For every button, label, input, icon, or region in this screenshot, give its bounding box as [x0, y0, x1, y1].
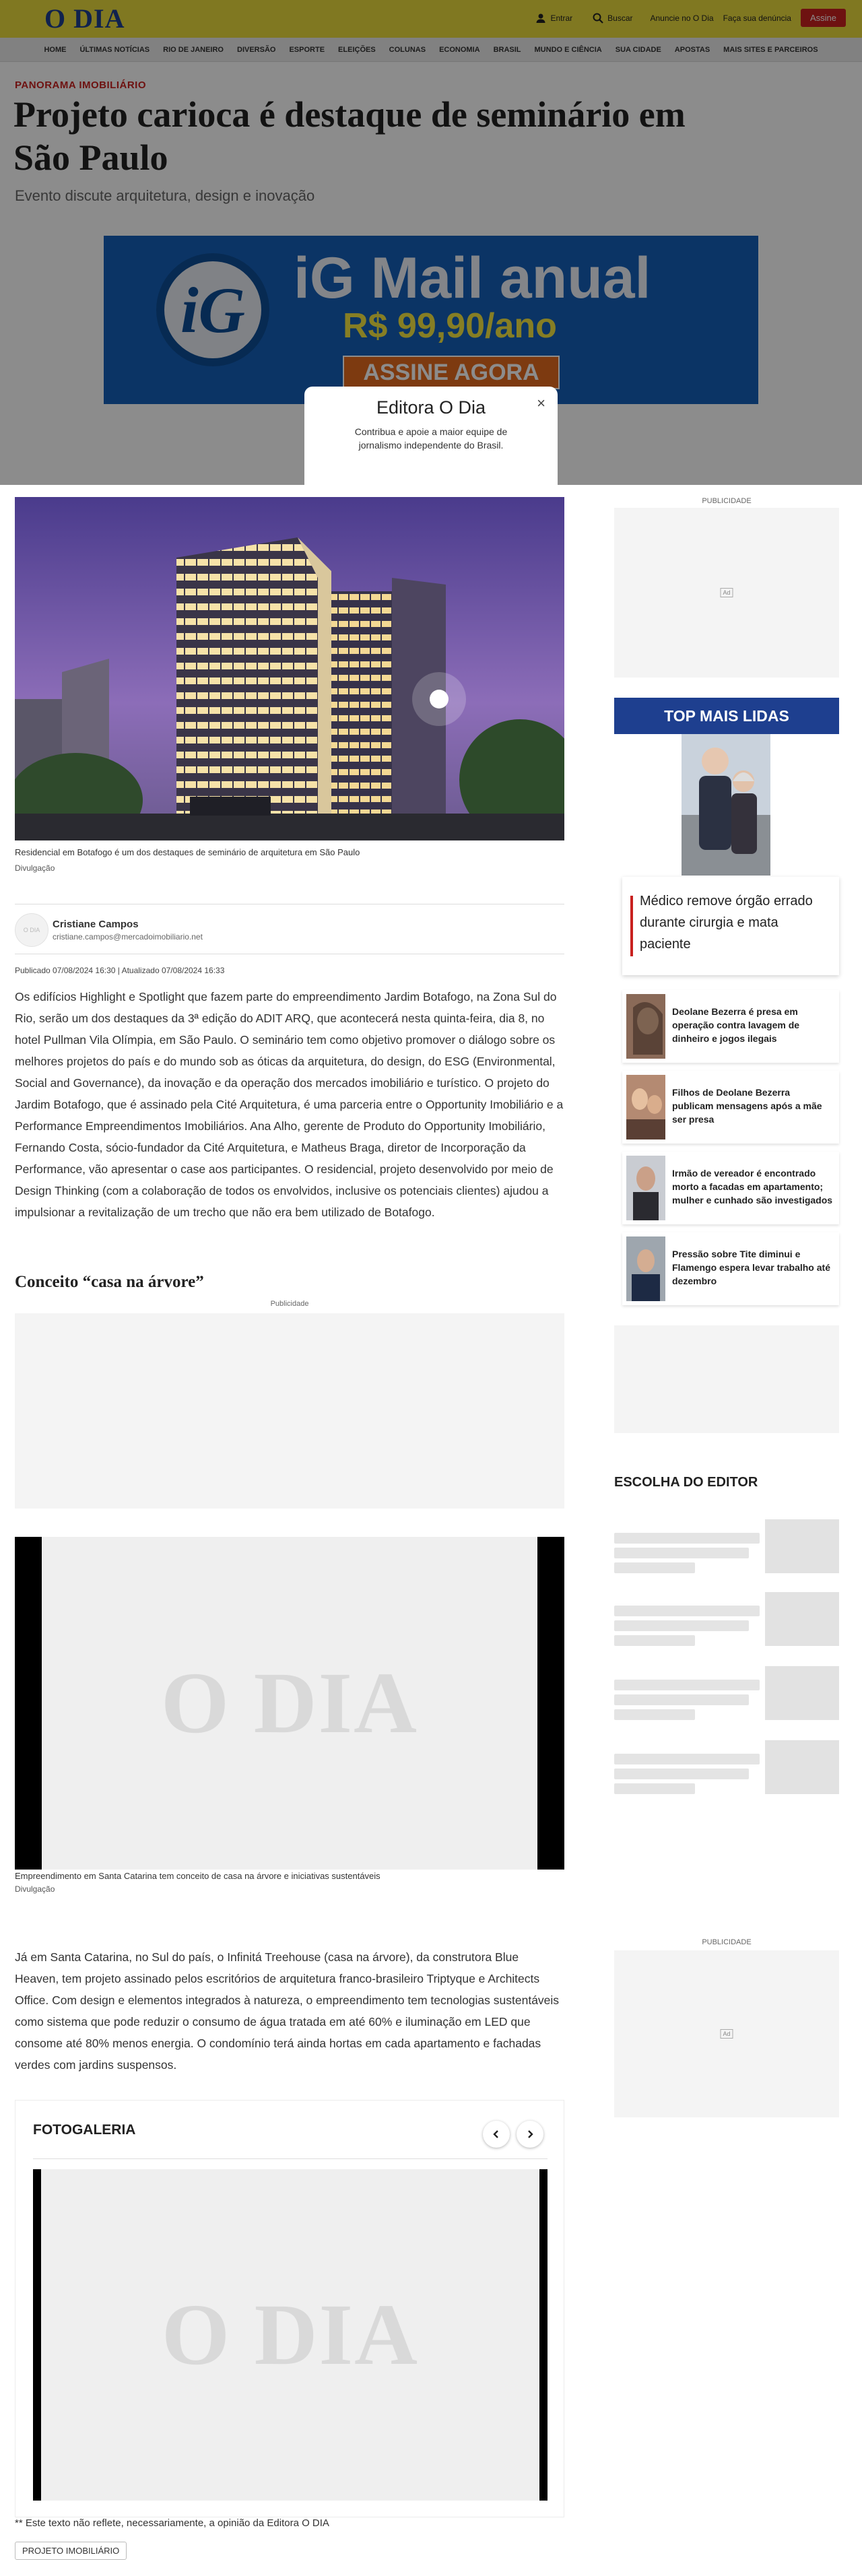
article-paragraph-2: Já em Santa Catarina, no Sul do país, o Infinitá Treehouse (casa na árvore), da construtora Blue Heaven, tem projeto assinado pelos escritórios de arquitetura franco-brasileiro Triptyque e Architects Office. Com design e elementos integrados à natureza, o empreendimento tem tecnologias sustentáveis como sistema que pode reduzir o consumo de água tratada em até 60% e iluminação em LED que consome até 80% menos energia. O condomínio terá ainda hortas em cada apartamento e fachadas verdes com jardins suspensos.: [15, 1950, 560, 2072]
story-thumbnail: [626, 1236, 665, 1301]
site-logo[interactable]: O DIA: [44, 3, 125, 34]
ad-tag: Ad: [720, 2029, 733, 2039]
subscribe-button[interactable]: Assine: [801, 9, 846, 27]
nav-item-bets[interactable]: APOSTAS: [674, 45, 710, 54]
building-illustration: [15, 497, 564, 840]
report-link[interactable]: Faça sua denúncia: [723, 13, 791, 23]
article-main-photo: [15, 497, 564, 840]
divider: [33, 2158, 548, 2159]
avatar[interactable]: O DIA: [15, 913, 48, 947]
ad-label: Publicidade: [270, 1300, 309, 1308]
article-video-player[interactable]: [15, 1537, 564, 1870]
featured-story-photo[interactable]: [682, 734, 770, 876]
nav-item-your-city[interactable]: SUA CIDADE: [615, 45, 661, 54]
list-item[interactable]: [622, 1232, 839, 1305]
disclaimer: ** Este texto não reflete, necessariamente, a opinião da Editora O DIA: [15, 2517, 329, 2529]
article-dates: Publicado 07/08/2024 16:30 | Atualizado 07/08/2024 16:33: [15, 966, 225, 975]
story-title: Pressão sobre Tite diminui e Flamengo espera levar trabalho até dezembro: [672, 1249, 830, 1286]
photo-caption: Residencial em Botafogo é um dos destaques de seminário de arquitetura em São Paulo: [15, 847, 360, 857]
sidebar-ad-label-2: PUBLICIDADE: [702, 1938, 752, 1946]
login-label: Entrar: [550, 13, 573, 23]
search-label: Buscar: [607, 13, 633, 23]
list-item[interactable]: [622, 1071, 839, 1144]
top-read-title: TOP MAIS LIDAS: [614, 698, 839, 734]
video-caption: Empreendimento em Santa Catarina tem conceito de casa na árvore e iniciativas sustentáveis: [15, 1871, 380, 1881]
gallery-prev-button[interactable]: [483, 2121, 510, 2148]
tag-chip[interactable]: PROJETO IMOBILIÁRIO: [15, 2542, 127, 2560]
ad-cta-button[interactable]: ASSINE AGORA: [343, 356, 560, 389]
story-thumbnail: [626, 1156, 665, 1220]
photo-gallery: [15, 2100, 564, 2517]
story-title: Deolane Bezerra é presa em operação contra lavagem de dinheiro e jogos ilegais: [672, 1006, 800, 1044]
author-email[interactable]: cristiane.campos@mercadoimobiliario.net: [53, 932, 203, 942]
author-name[interactable]: Cristiane Campos: [53, 919, 139, 930]
list-item[interactable]: [622, 1152, 839, 1224]
ig-logo: iG: [156, 253, 269, 366]
gallery-title: FOTOGALERIA: [33, 2122, 136, 2138]
advertise-link[interactable]: Anuncie no O Dia: [650, 13, 714, 23]
nav-item-brazil[interactable]: BRASIL: [493, 45, 521, 54]
editor-pick-title: ESCOLHA DO EDITOR: [614, 1475, 758, 1490]
nav-item-rio[interactable]: RIO DE JANEIRO: [163, 45, 224, 54]
sidebar-ad-slot-3[interactable]: [614, 1950, 839, 2117]
nav-item-world[interactable]: MUNDO E CIÊNCIA: [534, 45, 602, 54]
photo-credit: Divulgação: [15, 863, 55, 873]
nav-item-home[interactable]: HOME: [44, 45, 67, 54]
section-label[interactable]: PANORAMA IMOBILIÁRIO: [15, 79, 146, 91]
ad-price: R$ 99,90/ano: [343, 306, 557, 345]
story-thumbnail: [626, 1075, 665, 1140]
gallery-slide[interactable]: [33, 2169, 548, 2501]
nav-item-entertainment[interactable]: DIVERSÃO: [237, 45, 276, 54]
article-title: Projeto carioca é destaque de seminário em São Paulo: [13, 94, 686, 178]
accent-bar: [630, 896, 633, 956]
ad-tag: Ad: [720, 588, 733, 597]
inline-ad-slot[interactable]: [15, 1313, 564, 1509]
story-thumbnail: [626, 994, 665, 1059]
sidebar-ad-label: PUBLICIDADE: [702, 497, 752, 505]
nav-item-elections[interactable]: ELEIÇÕES: [338, 45, 376, 54]
featured-story-title: Médico remove órgão errado durante cirurgia e mata paciente: [640, 894, 813, 952]
story-title: Filhos de Deolane Bezerra publicam mensagens após a mãe ser presa: [672, 1087, 822, 1125]
sidebar-ad-slot-2[interactable]: [614, 1325, 839, 1433]
nav-item-sports[interactable]: ESPORTE: [289, 45, 325, 54]
sidebar-ad-slot-1[interactable]: [614, 508, 839, 678]
nav-item-economy[interactable]: ECONOMIA: [439, 45, 480, 54]
modal-text: Contribua e apoie a maior equipe de jornalismo independente do Brasil.: [354, 426, 508, 451]
chevron-right-icon: [525, 2129, 535, 2139]
video-placeholder: [42, 1537, 537, 1870]
nav-item-more-sites[interactable]: MAIS SITES E PARCEIROS: [723, 45, 818, 54]
nav-item-latest[interactable]: ÚLTIMAS NOTÍCIAS: [79, 45, 150, 54]
section-heading: Conceito “casa na árvore”: [15, 1273, 204, 1291]
placeholder-logo: O DIA: [162, 2286, 419, 2383]
gallery-next-button[interactable]: [517, 2121, 543, 2148]
modal-title: Editora O Dia: [376, 397, 486, 418]
gallery-placeholder: [41, 2169, 539, 2501]
list-item[interactable]: [622, 990, 839, 1063]
close-icon[interactable]: ×: [537, 395, 545, 411]
couple-photo: [682, 734, 770, 876]
nav-item-columns[interactable]: COLUNAS: [389, 45, 426, 54]
video-credit: Divulgação: [15, 1884, 55, 1894]
story-title: Irmão de vereador é encontrado morto a facadas em apartamento; mulher e cunhado são investigados: [672, 1168, 833, 1206]
article-subtitle: Evento discute arquitetura, design e inovação: [15, 187, 315, 204]
support-modal: [304, 387, 558, 485]
ad-title: iG Mail anual: [294, 246, 651, 310]
chevron-left-icon: [492, 2129, 501, 2139]
article-paragraph-1: Os edifícios Highlight e Spotlight que fazem parte do empreendimento Jardim Botafogo, na Zona Sul do Rio, serão um dos destaques da 3ª edição do ADIT ARQ, que acontecerá nesta quinta-feira, dia 8, no hotel Pullman Vila Olímpia, em São Paulo. O seminário tem como objetivo promover o diálogo sobre os melhores projetos do país e do mundo sob as óticas da arquitetura, do design, do ESG (Environmental, Social and Governance), da inovação e da operação dos mercados imobiliário e turístico. O projeto do Jardim Botafogo, que é assinado pela Cité Arquitetura, é uma parceria entre o Opportunity Imobiliário e a Performance Empreendimentos Imobiliários. Ana Alho, gerente de Produto do Opportunity Imobiliário, Fernando Costa, sócio-fundador da Cité Arquitetura, e Matheus Braga, diretor de Incorporação da Performance, vão apresentar o case aos participantes. O residencial, projeto desenvolvido por meio de Design Thinking (com a colaboração de todos os envolvidos, inclusive os potenciais clientes) ajudou a impulsionar a revitalização de um trecho que não era bem utilizado de Botafogo.: [15, 990, 564, 1219]
featured-story-card[interactable]: [622, 877, 839, 975]
placeholder-logo: O DIA: [161, 1655, 418, 1752]
